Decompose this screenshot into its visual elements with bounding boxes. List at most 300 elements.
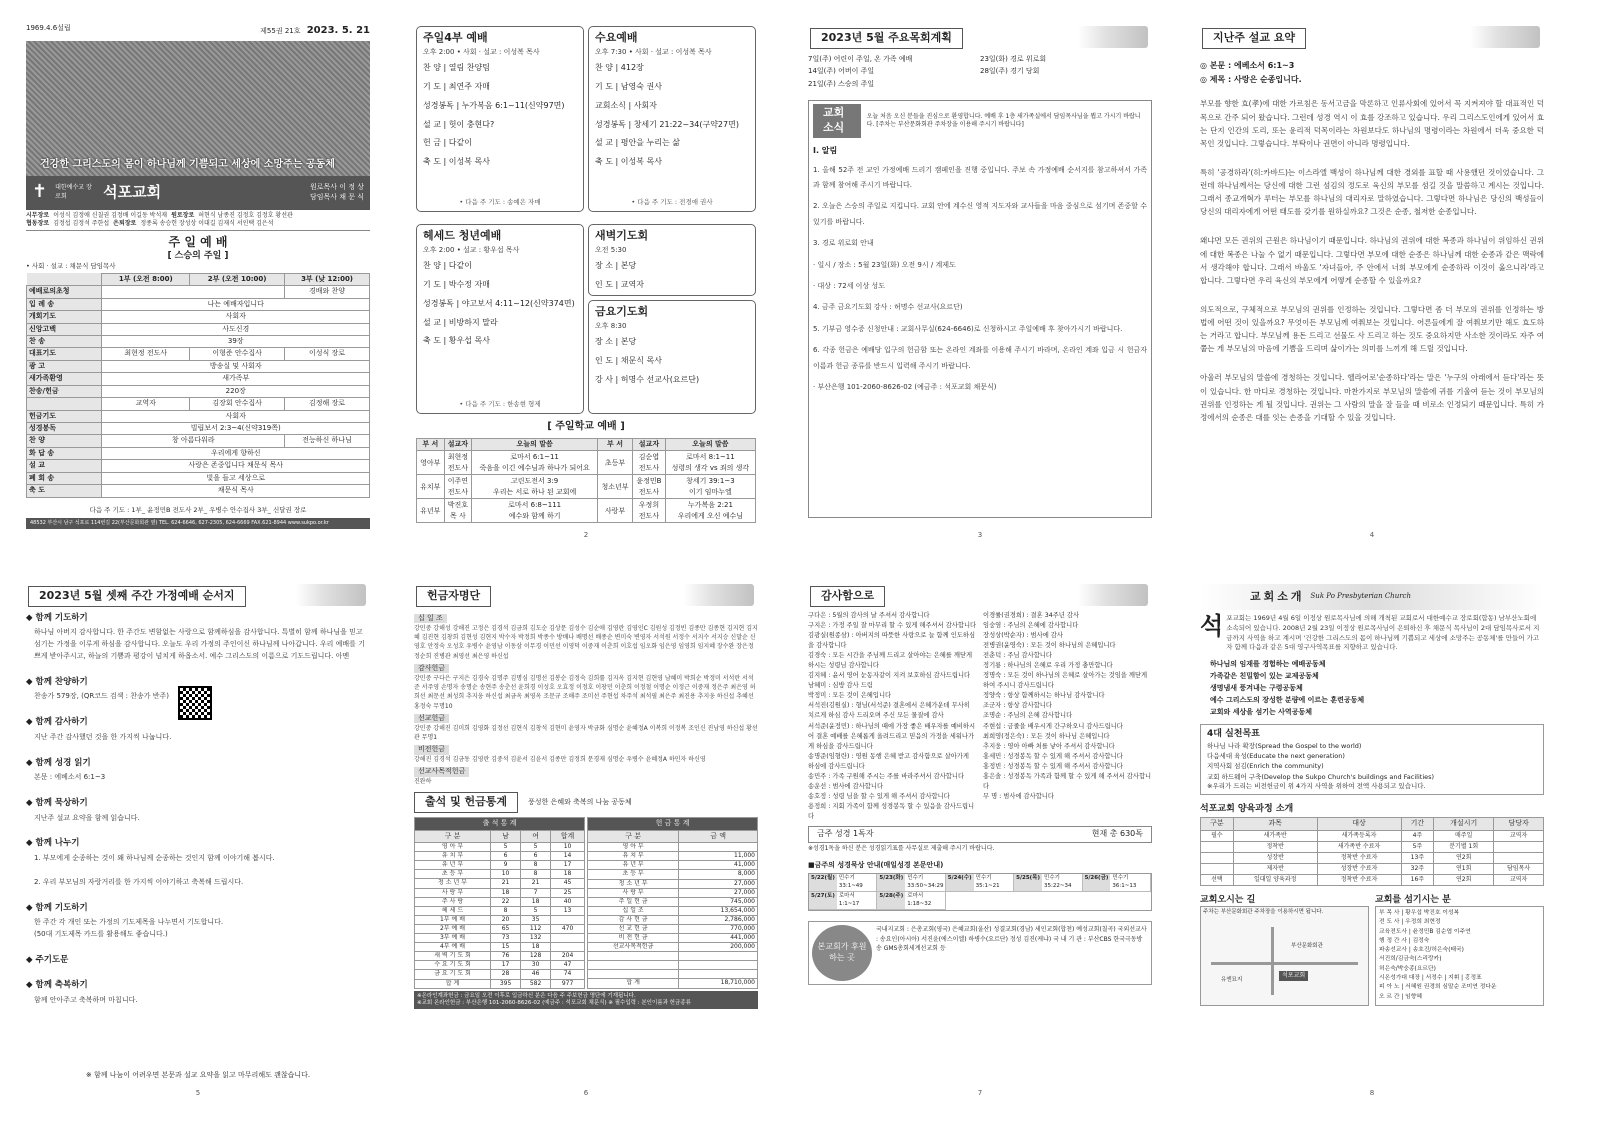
attendance-table: [414, 817, 585, 988]
service-row: 설 교 | 헛이 충현다?: [423, 119, 495, 129]
page-number-5: 5: [195, 1088, 201, 1097]
youth-box: [416, 224, 584, 414]
servant-entry: 오 르 간 | 임향혜: [1379, 993, 1422, 1000]
att-row: [415, 870, 585, 879]
staff1: 이성식 김정애 신칠권 김정배 이길동 박석재: [53, 211, 168, 219]
worship-row-label: 찬송/헌금: [27, 385, 102, 397]
training-row: [1201, 830, 1544, 841]
school-header: 오늘의 말씀: [665, 439, 755, 451]
worship-row-value: 창 아름다워라: [102, 435, 285, 447]
plan-item: 14일(주) 어버이 주일: [808, 67, 875, 76]
off-label: 헌 금 통 계: [588, 818, 758, 830]
off-row: [588, 870, 758, 879]
reading-note: ※성경1독을 하신 분은 성경읽기표를 사무실로 제출해 주시기 바랍니다.: [808, 844, 995, 852]
parking-note: 주차는 부산문화회관 주차장을 이용하시면 됩니다.: [1203, 909, 1324, 916]
news-item: · 부산은행 101-2060-8626-02 (예금주 : 석포교회 채문식): [813, 382, 997, 391]
stats-sub: 풍성한 은혜와 축복의 나눔 공동체: [528, 798, 632, 807]
off-cell: 200,000: [679, 943, 758, 952]
reading-label: 금주 성경 1독자: [817, 829, 874, 839]
plan-day: [877, 892, 945, 910]
staff1b-label: 원로장로: [171, 211, 195, 219]
att-cell: 13: [551, 906, 585, 915]
stats-note-2: ※교회 온라인헌금 : 부산은행 101-2060-8626-02 (예금주 : 석포교회 채문식) ※ 필수입력 : 본인이름과 헌금종류: [417, 1000, 691, 1007]
plan-date: 5/22(월): [809, 874, 837, 891]
stats-title: 출석 및 헌금통계: [414, 792, 518, 813]
worship-row-value: 이형준 안수집사: [190, 348, 285, 360]
worship-row-value: 사도신경: [102, 323, 370, 335]
att-cell: 582: [521, 979, 551, 988]
plan-passage: 민수기 35:1~21: [975, 875, 1000, 889]
intro-text: 포교회는 1969년 4월 6일 이정상 원로목사님에 의해 개척된 교회로서 대한예수교 장로회(합동) 남부산노회에 소속되어 있습니다. 2008년 2월 23일 이정상 원로목사님이 은퇴하신 후 채문식 목사님이 2대 담임목사로서 지금까지 사역을 하고 계시며 '건강한 그리스도의 몸이 하나님께 기쁨되고 세상에 소망주는 공동체'를 만들어 가고자 함께 다음과 같은 5대 영구사역목표를 지향하고 있습니다.: [1226, 614, 1540, 652]
plan-passage: 민수기 36:1~13: [1112, 875, 1137, 889]
page-number-2: 2: [583, 530, 589, 539]
att-cell: 395: [491, 979, 521, 988]
training-cell: [1201, 863, 1234, 874]
page-5: [26, 582, 370, 1102]
training-header: 개설시기: [1434, 818, 1494, 830]
thanks-entry: 주현섭 : 금줄을 배우시게 간구하오니 감사드립니다: [983, 722, 1123, 730]
att-cell: 새 벽 기 도 회: [415, 952, 491, 961]
worship-row-label: 찬 양: [27, 435, 102, 447]
worship-row: [27, 447, 370, 459]
support-label: 본교회가 후원하는 곳: [817, 942, 867, 963]
att-cell: 3부 예 배: [415, 934, 491, 943]
offering-group-names: 강민중 강해진 김미희 김영화 김정선 김현식 김창석 김현미 윤영자 박금화 심명순 윤혜정A 이복희 이정복 조인신 진남영 하신섭 황선관 무명1: [414, 724, 758, 741]
off-row: [588, 879, 758, 888]
news-item: 2. 오늘은 스승의 주일로 지킵니다. 교회 안에 계수신 영적 지도자와 교사들을 마음 중심으로 섬기며 존중할 수 있기를 바랍니다.: [813, 202, 1147, 226]
att-row: [415, 961, 585, 970]
worship-row: [27, 423, 370, 435]
service-row: 축 도 | 이성복 목사: [423, 157, 490, 167]
flower-deco: [684, 584, 754, 606]
off-cell: [679, 970, 758, 979]
issue-no: 제55권 21호: [260, 27, 301, 35]
service-row: 성경봉독 | 야고보서 4:11~12(신약374면): [423, 298, 575, 308]
family-section: [26, 838, 370, 888]
off-cell: [679, 843, 758, 852]
school-row: [417, 451, 756, 475]
family-section-text: 한 주간 각 개인 또는 가정의 기도제목을 나누면서 기도합니다. (50대 기도제목 카드를 활용해도 좋습니다.): [34, 918, 224, 938]
att-cell: 8: [521, 870, 551, 879]
wednesday-title: 수요예배: [595, 31, 638, 44]
goal-item: 하나님의 임재를 경험하는 예배공동체: [1210, 660, 1326, 668]
staff2b: 정종록 송승헌 장성상 이대길 김재식 서인택 김은석: [140, 219, 274, 227]
off-cell: [679, 952, 758, 961]
practice-item: 하나님 나라 확장(Spread the Gospel to the world): [1207, 741, 1362, 750]
plan-item: 7일(주) 어린이 주일, 온 가족 예배: [808, 54, 913, 63]
worship-row: [27, 335, 370, 347]
page-1: [26, 24, 370, 534]
plan-passage: 민수기 33:50~34:29: [907, 875, 944, 889]
worship-row-label: 신앙고백: [27, 323, 102, 335]
off-cell: 합 계: [588, 979, 679, 988]
att-row: [415, 888, 585, 897]
map-label-hall: 부산문화회관: [1291, 943, 1323, 950]
sermon-paragraph: 아울러 부모님의 말씀에 경청하는 것입니다. 헬라어로'순종하다'라는 말은 '누구의 아래에서 듣다'라는 뜻이 있습니다. 한 마디로 경청하는 것입니다. 마찬가지로 부모님의 말씀에 귀를 기울여 듣는 것이 부모님의 권위를 인정하는 게 될 것입니다. 권위는 그 사람의 말을 잘 들을 때 비로소 인정되기 때문입니다. 특히 가정에서의 순종은 대를 잇는 손종을 기대할 수 있을 것입니다.: [1200, 373, 1544, 422]
att-cell: 30: [521, 961, 551, 970]
qr-code: [178, 686, 212, 720]
school-cell: 창세기 39:1~3 이기 임마누엘: [665, 475, 755, 499]
training-cell: 담임목사: [1494, 863, 1544, 874]
worship-row-label: 개회기도: [27, 311, 102, 323]
training-cell: 정착반 수료자: [1317, 852, 1401, 863]
training-cell: 새가족반: [1233, 830, 1317, 841]
att-row: [415, 979, 585, 988]
worship-row-value: 나는 예배자입니다: [102, 298, 370, 310]
att-cell: 청 소 년 부: [415, 879, 491, 888]
friday-sub: 오후 8:30: [595, 321, 627, 330]
worship-row: [27, 385, 370, 397]
off-cell: 8,000: [679, 870, 758, 879]
att-cell: 주 사 랑: [415, 897, 491, 906]
worship-row: [27, 435, 370, 447]
family-section-text: 지난 주간 감사했던 것을 한 가지씩 나눕니다.: [34, 732, 172, 741]
off-cell: 선교사목적헌금: [588, 943, 679, 952]
school-header: 부 서: [598, 439, 633, 451]
thanks-entry: 김경숙 : 모든 시간을 주님께 드리고 살아야는 은혜를 깨닫게 하시는 성령님 감사합니다: [808, 652, 973, 670]
service-row: 설 교 | 평안을 누리는 삶: [595, 138, 680, 148]
news-section: Ⅰ. 알림: [813, 145, 838, 155]
att-cell: 5: [521, 843, 551, 852]
school-cell: 로마서 8:1~11 성령의 생각 vs 죄의 생각: [665, 451, 755, 475]
att-cell: 132: [521, 934, 551, 943]
att-cell: 15: [491, 943, 521, 952]
offering-group-names: 강민중 구다은 구지은 김경숙 김명주 김명심 김명선 김봉순 김정숙 김희률 김지옥 김지현 김현영 남혜미 박희순 박정미 서석란 서석준 서주영 손명자 송명순 송현주 송춘선 윤희경 이성호 오효정 이정호 이창민 이춘희 이정철 이명순 이정근 이중재 정은주 최은영 허희선 최문선 최성희 추지웅 하신섭 최금옥 최영옥 조문규 조해주 조미선 주현섭 차주석 최석필 최은주 최진용 추지웅 하신섭 추혜선 홍정숙 무명10: [414, 674, 756, 710]
training-cell: 성장반: [1233, 852, 1317, 863]
family-section-heading: ◆ 함께 축복하기: [26, 980, 88, 991]
worship-row-value: 경배와 찬양: [285, 286, 370, 298]
staff1b: 허현식 남종진 김정호 김정호 황선관: [198, 211, 293, 219]
school-cell: 이주연 전도사: [444, 475, 472, 499]
att-cell: 10: [551, 843, 585, 852]
plan-day: [877, 874, 945, 892]
att-cell: 수 요 기 도 회: [415, 961, 491, 970]
youth-title: 헤세드 청년예배: [423, 229, 502, 242]
offering-group-heading: 십 일 조: [414, 614, 447, 623]
training-cell: 연2회: [1434, 852, 1494, 863]
worship-row-label: 대표기도: [27, 348, 102, 360]
worship-row-label: 폐 회 송: [27, 472, 102, 484]
att-cell: 2부 예 배: [415, 924, 491, 933]
att-cell: [551, 943, 585, 952]
training-row: [1201, 852, 1544, 863]
worship-row-value: 방송실 및 사회자: [102, 360, 370, 372]
school-cell: 최현정 전도사: [444, 451, 472, 475]
att-cell: 204: [551, 952, 585, 961]
sermon-paragraph: 부모를 향한 효(孝)에 대한 가르침은 동서고금을 막론하고 인류사회에 있어서 꼭 지켜져야 할 대표적인 덕목으로 간주 되어 왔습니다. 그런데 성경 역시 이 효를 강조하고 있습니다. 우리 그리스도인에게 있어서 효는 단지 인간의 도리, 또는 윤리적 덕목이라는 차원보다도 하나님의 명령이라는 차원에서 더욱 중요한 덕목인 것입니다. 그렇습니다. 부탁이나 권면이 아니라 명령입니다.: [1200, 99, 1544, 148]
training-cell: 13주: [1401, 852, 1434, 863]
att-cell: 28: [491, 970, 521, 979]
off-cell: 2,786,000: [679, 916, 758, 925]
worship-order-table: [26, 273, 370, 498]
off-row: [588, 897, 758, 906]
training-header: 담당자: [1494, 818, 1544, 830]
flower-deco: [1078, 584, 1148, 606]
training-cell: 분기별 1회: [1434, 841, 1494, 852]
training-cell: [1201, 841, 1234, 852]
family-section: [26, 980, 370, 1006]
training-cell: [1201, 852, 1234, 863]
att-cell: 18: [491, 888, 521, 897]
family-section-text: 1. 부모에게 순종하는 것이 왜 하나님께 순종하는 것인지 함께 이야기해 봅시다. 2. 우리 부모님의 자랑거리를 한 가지씩 이야기하고 축복해 드립시다.: [34, 853, 275, 886]
plan-item: 23일(화) 경로 위로회: [980, 54, 1047, 63]
family-section-heading: ◆ 함께 성경 읽기: [26, 757, 91, 768]
off-header: 구 분: [588, 830, 679, 842]
service-row: 기 도 | 최연주 자매: [423, 82, 490, 92]
training-cell: 선택: [1201, 874, 1234, 885]
training-cell: 5주: [1401, 841, 1434, 852]
intro-lead: 석: [1200, 612, 1224, 640]
news-item: 1. 올해 52주 전 교인 가정예배 드리기 캠페인을 진행 중입니다. 주보 속 가정예배 순서지를 참고하셔서 가족과 함께 참여해 주시기 바랍니다.: [813, 165, 1147, 190]
worship-row: [27, 348, 370, 360]
school-header: 부 서: [417, 439, 445, 451]
goal-item: 생명냄새 풍겨내는 구령공동체: [1210, 683, 1303, 692]
youth-next: • 다음 주 기도 : 한송현 형제: [459, 400, 541, 409]
school-cell: 윤정민B 전도사: [633, 475, 666, 499]
page-number-6: 6: [583, 1088, 589, 1097]
thanks-entry: 송민주 : 가족 구원해 주시는 주를 바라주셔서 감사합니다: [808, 772, 965, 780]
dawn-title: 새벽기도회: [595, 229, 649, 242]
att-cell: 영 아 부: [415, 843, 491, 852]
off-row: [588, 952, 758, 961]
servants-title: 교회를 섬기시는 분: [1375, 894, 1451, 905]
att-row: [415, 906, 585, 915]
service-row: 기 도 | 남영숙 권사: [595, 82, 662, 92]
thanks-entry: 조명순 : 주님의 은혜 감사합니다: [983, 712, 1073, 720]
staff2b-label: 은퇴장로: [113, 219, 137, 227]
thanks-entry: 정기룡 : 하나님의 은혜로 우리 가정 충만합니다: [983, 662, 1113, 670]
school-cell: 유년부: [417, 499, 445, 523]
att-cell: 112: [521, 924, 551, 933]
news-item: 5. 기부금 영수증 신청안내 : 교회사무실(624-6646)로 신청하시고 주일예배 후 찾아가시기 바랍니다.: [813, 324, 1123, 333]
col-1: 1부 (오전 8:00): [102, 273, 190, 285]
plan-item: 21일(주) 스승의 주일: [808, 79, 875, 88]
friday-title: 금요기도회: [595, 305, 649, 318]
att-cell: 10: [491, 870, 521, 879]
page-6: [414, 582, 758, 1102]
off-cell: 770,000: [679, 925, 758, 934]
plan-date: 5/25(목): [1014, 874, 1042, 891]
worship-row: [27, 360, 370, 372]
service-row: 인 도 | 교역자: [595, 280, 644, 290]
off-cell: 영 아 부: [588, 843, 679, 852]
school-cell: 유치부: [417, 475, 445, 499]
att-cell: 20: [491, 915, 521, 924]
family-section: [26, 798, 370, 824]
offering-group-heading: 선교사목적헌금: [414, 767, 469, 776]
worship-row: [27, 298, 370, 310]
thanks-entry: 정양숙 : 항상 함께하시는 하나님 감사합니다: [983, 692, 1105, 700]
att-row: [415, 943, 585, 952]
worship-row-label: 광 고: [27, 360, 102, 372]
staff2-label: 협동장로: [26, 219, 50, 227]
training-header: 구분: [1201, 818, 1234, 830]
worship-row: [27, 485, 370, 497]
thanks-entry: 홍은솔 : 성경봉독 가족과 함께 할 수 있게 해 주셔서 감사합니다: [983, 772, 1152, 790]
sermon-paragraph: 특히 '공경하라'(히:카바드)는 이스라엘 백성이 하나님께 대한 경외를 표할 때 사용했던 것이었습니다. 그런데 하나님께서는 당신에 대한 그런 섬김의 정도로 육신의 부모를 섬길 것을 말씀하고 계시는 것입니다. 그래서 종교개혁가 루터는 부모를 하나님의 대리자로 말하였습니다. 그렇다면 하나님은 당신의 백성들이 당신의 대리자에게 어떤 태도를 갖기를 원하실까요? 그것은 순종, 철저한 순종입니다.: [1200, 167, 1544, 217]
denomination: 대한예수교 장로회: [55, 184, 92, 200]
sermon-paragraph: 왜냐면 모든 권위의 근원은 하나님이기 때문입니다. 하나님의 권위에 대한 복종과 하나님이 위임하신 권위에 대한 복종은 나눌 수 없기 때문입니다. 그렇다면 부모에 대한 순종은 하나님께 대한 순종과 같은 맥락에서 생각해야 합니다. 그래서 바울도 '자녀들아, 주 안에서 너희 부모에게 순종하라 이것이 옳으니라'라고 합니다. 그렇다면 우리 육신의 부모에게 어떻게 순종할 수 있을까요?: [1200, 236, 1544, 285]
worship-row-value: 김장회 안수집사: [190, 398, 285, 410]
school-cell: 로마서 6:8~111 예수와 함께 하기: [472, 499, 598, 523]
school-cell: 김순엽 전도사: [633, 451, 666, 475]
sermon-subject: ◎ 제목 : 사랑은 순종입니다.: [1200, 74, 1302, 84]
practice-item: 다음세대 육성(Educate the next generation): [1207, 751, 1345, 760]
school-header: 오늘의 말씀: [472, 439, 598, 451]
att-cell: 128: [521, 952, 551, 961]
thanks-entry: 정명숙 : 모든 것이 하나님의 은혜로 살아가는 것임을 깨닫게 하여 주시니 감사드립니다: [983, 672, 1148, 690]
thanks-entry: 송호정 : 성령 님을 할 수 있게 해 주셔서 감사합니다: [808, 792, 950, 800]
plan-passage: 로마서 1:18~32: [907, 893, 932, 907]
family-section: [26, 717, 370, 743]
thanks-entry: 전병권(윤영숙) : 모든 것이 하나님의 은혜입니다: [983, 642, 1116, 650]
worship-row: [27, 398, 370, 410]
att-cell: 9: [491, 861, 521, 870]
worship-row-label: 새가족환영: [27, 373, 102, 385]
service-row: 축 도 | 황우섭 목사: [423, 336, 490, 346]
family-footnote: ※ 함께 나눔이 어려우면 본문과 설교 요약을 읽고 마무리해도 괜찮습니다.: [85, 1070, 311, 1079]
att-row: [415, 952, 585, 961]
off-cell: 41,000: [679, 861, 758, 870]
worship-row: [27, 286, 370, 298]
thanks-entry: 이경률(권경희) : 결혼 34주년 감사: [983, 611, 1080, 619]
thanks-entry: 홍정빈 : 성경봉독 할 수 있게 해 주셔서 감사합니다: [983, 762, 1123, 770]
worship-row-value: 220장: [102, 385, 370, 397]
att-cell: 합 계: [415, 979, 491, 988]
plans-right: [980, 55, 1152, 92]
att-cell: 헤 세 드: [415, 906, 491, 915]
worship-row-value: 사랑은 존중입니다 채문식 목사: [102, 460, 370, 472]
school-cell: 청소년부: [598, 475, 633, 499]
training-header: 과목: [1233, 818, 1317, 830]
thanks-entry: 임숭염 : 주님의 은혜에 감사합니다: [983, 621, 1079, 629]
off-cell: 745,000: [679, 897, 758, 906]
goal-item: 예수 그리스도의 장성한 분량에 이르는 훈련공동체: [1210, 695, 1365, 704]
flower-deco: [1078, 26, 1148, 48]
map-label-un: 유엔묘지: [1221, 977, 1243, 984]
att-row: [415, 897, 585, 906]
school-header: 설교자: [444, 439, 472, 451]
training-cell: 정착반: [1233, 841, 1317, 852]
family-section: [26, 758, 370, 784]
att-row: [415, 924, 585, 933]
school-cell: 누가복음 2:21 우리에게 오신 예수님: [665, 499, 755, 523]
news-title: 교회소식: [813, 104, 861, 138]
thanks-entry: 최희영(정은숙) : 모든 것이 하나님 은혜입니다: [983, 732, 1110, 740]
training-table: [1200, 817, 1544, 886]
school-cell: 로마서 6:1~11 죽음을 이긴 예수님과 하나가 되어요: [472, 451, 598, 475]
plans-left: [808, 55, 980, 92]
family-section-text: 찬송가 579장, (QR코드 검색 : 찬송가 반주): [34, 692, 170, 701]
service-row: 찬 양 | 다같이: [423, 261, 472, 271]
training-cell: 32주: [1401, 863, 1434, 874]
off-cell: 441,000: [679, 934, 758, 943]
next-prayer: 다음 주 기도 : 1부_ 윤정민B 전도사 2부_ 우병수 안수집사 3부_ 신달권 장로: [89, 505, 307, 514]
att-row: [415, 934, 585, 943]
service-row: 설 교 | 비방하지 말라: [423, 317, 498, 327]
service-row: 성경봉독 | 누가복음 6:1~11(신약97면): [423, 100, 565, 110]
att-cell: 8: [521, 861, 551, 870]
school-cell: 영아부: [417, 451, 445, 475]
page-2: [414, 24, 758, 554]
att-cell: 5: [521, 906, 551, 915]
youth-sub: 오후 2:00 • 설교 : 황우섭 목사: [423, 245, 520, 254]
worship-row-label: 예배로의초청: [27, 286, 102, 298]
page-number-8: 8: [1369, 1088, 1375, 1097]
page-8: [1200, 582, 1544, 1102]
worship-row: [27, 460, 370, 472]
stats-note-1: ※온라인계좌헌금 : 금요일 오전 이후로 입금하신 분은 다음 주 주보헌금 명단에 기재됩니다.: [417, 992, 636, 999]
att-row: [415, 843, 585, 852]
training-cell: 연2회: [1434, 874, 1494, 885]
plan-day: [1083, 874, 1151, 892]
servant-entry: 시온성가대 대장 | 서정수 | 지휘 | 홍정표: [1379, 974, 1482, 981]
family-section-text: 하나님 아버지 감사합니다. 한 주간도 변함없는 사랑으로 함께하심을 감사합니다. 특별히 함께 하나님을 믿고 섬기는 가정을 이루게 하심을 감사합니다. 오늘도 우리 가정의 주인이신 하나님께 나아갑니다. 우리 예배를 기쁘게 받아주시고, 하늘의 기쁨과 평강이 넘치게 하옵소서. 예수 그리스도의 이름으로 기도드립니다. 아멘: [34, 628, 365, 661]
worship4-sub: 오후 2:00 • 사회 · 설교 : 이성복 목사: [423, 47, 540, 56]
att-cell: 65: [491, 924, 521, 933]
servant-entry: 교육전도사 | 윤정민B 김순엽 이주연: [1379, 928, 1471, 935]
att-cell: 7: [521, 888, 551, 897]
off-row: [588, 906, 758, 915]
att-row: [415, 915, 585, 924]
school-cell: 초등부: [598, 451, 633, 475]
news-item: · 일시 / 장소 : 5월 23일(화) 오전 9시 / 계제도: [813, 260, 956, 269]
training-header: 기간: [1401, 818, 1434, 830]
att-cell: 18: [521, 897, 551, 906]
offering-group-names: 강민중 강해성 강해진 고정은 김경석 김금희 김도순 김상문 김성수 김순애 김영란 김영인C 김원성 김정빈 김종만 김종현 김지현 김지혜 김진현 김창희 김현성 김현지 박수자 박정희 박종수 방배나 배명선 배종순 변미숙 변영자 서석원 서정수 서지수 서지승 신말순 신영호 안정숙 오성호 우병수 윤영남 이동삼 이무경 이민선 이영덕 이중재 이춘희 이호섭 임오화 임은영 임영희 임지혜 장수완 장은정 정순희 진병관 최영선 최은영 하신섭: [414, 624, 758, 660]
worship4-title: 주일4부 예배: [423, 31, 488, 44]
worship-row-label: 축 도: [27, 485, 102, 497]
plan-date: 5/28(주): [877, 892, 905, 909]
plan-date: 5/24(수): [946, 874, 974, 891]
family-section-heading: ◆ 함께 기도하기: [26, 902, 88, 913]
family-section-heading: ◆ 함께 나누기: [26, 838, 80, 849]
servant-entry: 파송선교사 | 송호진/허은숙(태국): [1379, 947, 1464, 954]
off-row: [588, 888, 758, 897]
off-row: [588, 961, 758, 970]
training-cell: 매주일: [1434, 830, 1494, 841]
est-date: 1969.4.6설립: [26, 24, 71, 32]
school-cell: 박진호 목 사: [444, 499, 472, 523]
thanks-entry: 추지웅 : 영아 아빠 처를 낳아 주셔서 감사합니다: [983, 742, 1115, 750]
goal-item: 교회와 세상을 섬기는 사역공동체: [1210, 707, 1312, 716]
goal-item: 가족같은 친밀함이 있는 교제공동체: [1210, 671, 1319, 680]
page-number-3: 3: [977, 530, 983, 539]
wednesday-box: [588, 26, 756, 212]
att-cell: 4부 예 배: [415, 943, 491, 952]
service-row: 장 소 | 본당: [595, 261, 637, 271]
off-cell: 사 랑 부: [588, 888, 679, 897]
plan-day: [1014, 874, 1082, 892]
off-cell: 주 일 헌 금: [588, 897, 679, 906]
thanks-entry: 전춘덕 : 주님 감사합니다: [983, 652, 1052, 660]
lead-pastor: 담임목사 채 문 식: [309, 192, 364, 201]
training-cell: 정착반 수료자: [1317, 874, 1401, 885]
worship-row-label: 성경봉독: [27, 423, 102, 435]
att-cell: 21: [491, 879, 521, 888]
family-section-heading: ◆ 함께 묵상하기: [26, 798, 88, 809]
att-cell: 22: [491, 897, 521, 906]
family-section-text: 본문 : 에베소서 6:1~3: [34, 773, 106, 782]
training-cell: 새가족등록자: [1317, 830, 1401, 841]
offering-group-heading: 비전헌금: [414, 745, 449, 754]
thanks-entry: 남혜미 : 심방 감사 드림: [808, 682, 873, 690]
off-row: [588, 979, 758, 988]
service-row: 성경봉독 | 창세기 21:22~34(구약27면): [595, 119, 739, 129]
att-cell: 8: [491, 906, 521, 915]
att-cell: 사 랑 부: [415, 888, 491, 897]
plan-item: 28일(주) 경기 당회: [980, 67, 1040, 76]
